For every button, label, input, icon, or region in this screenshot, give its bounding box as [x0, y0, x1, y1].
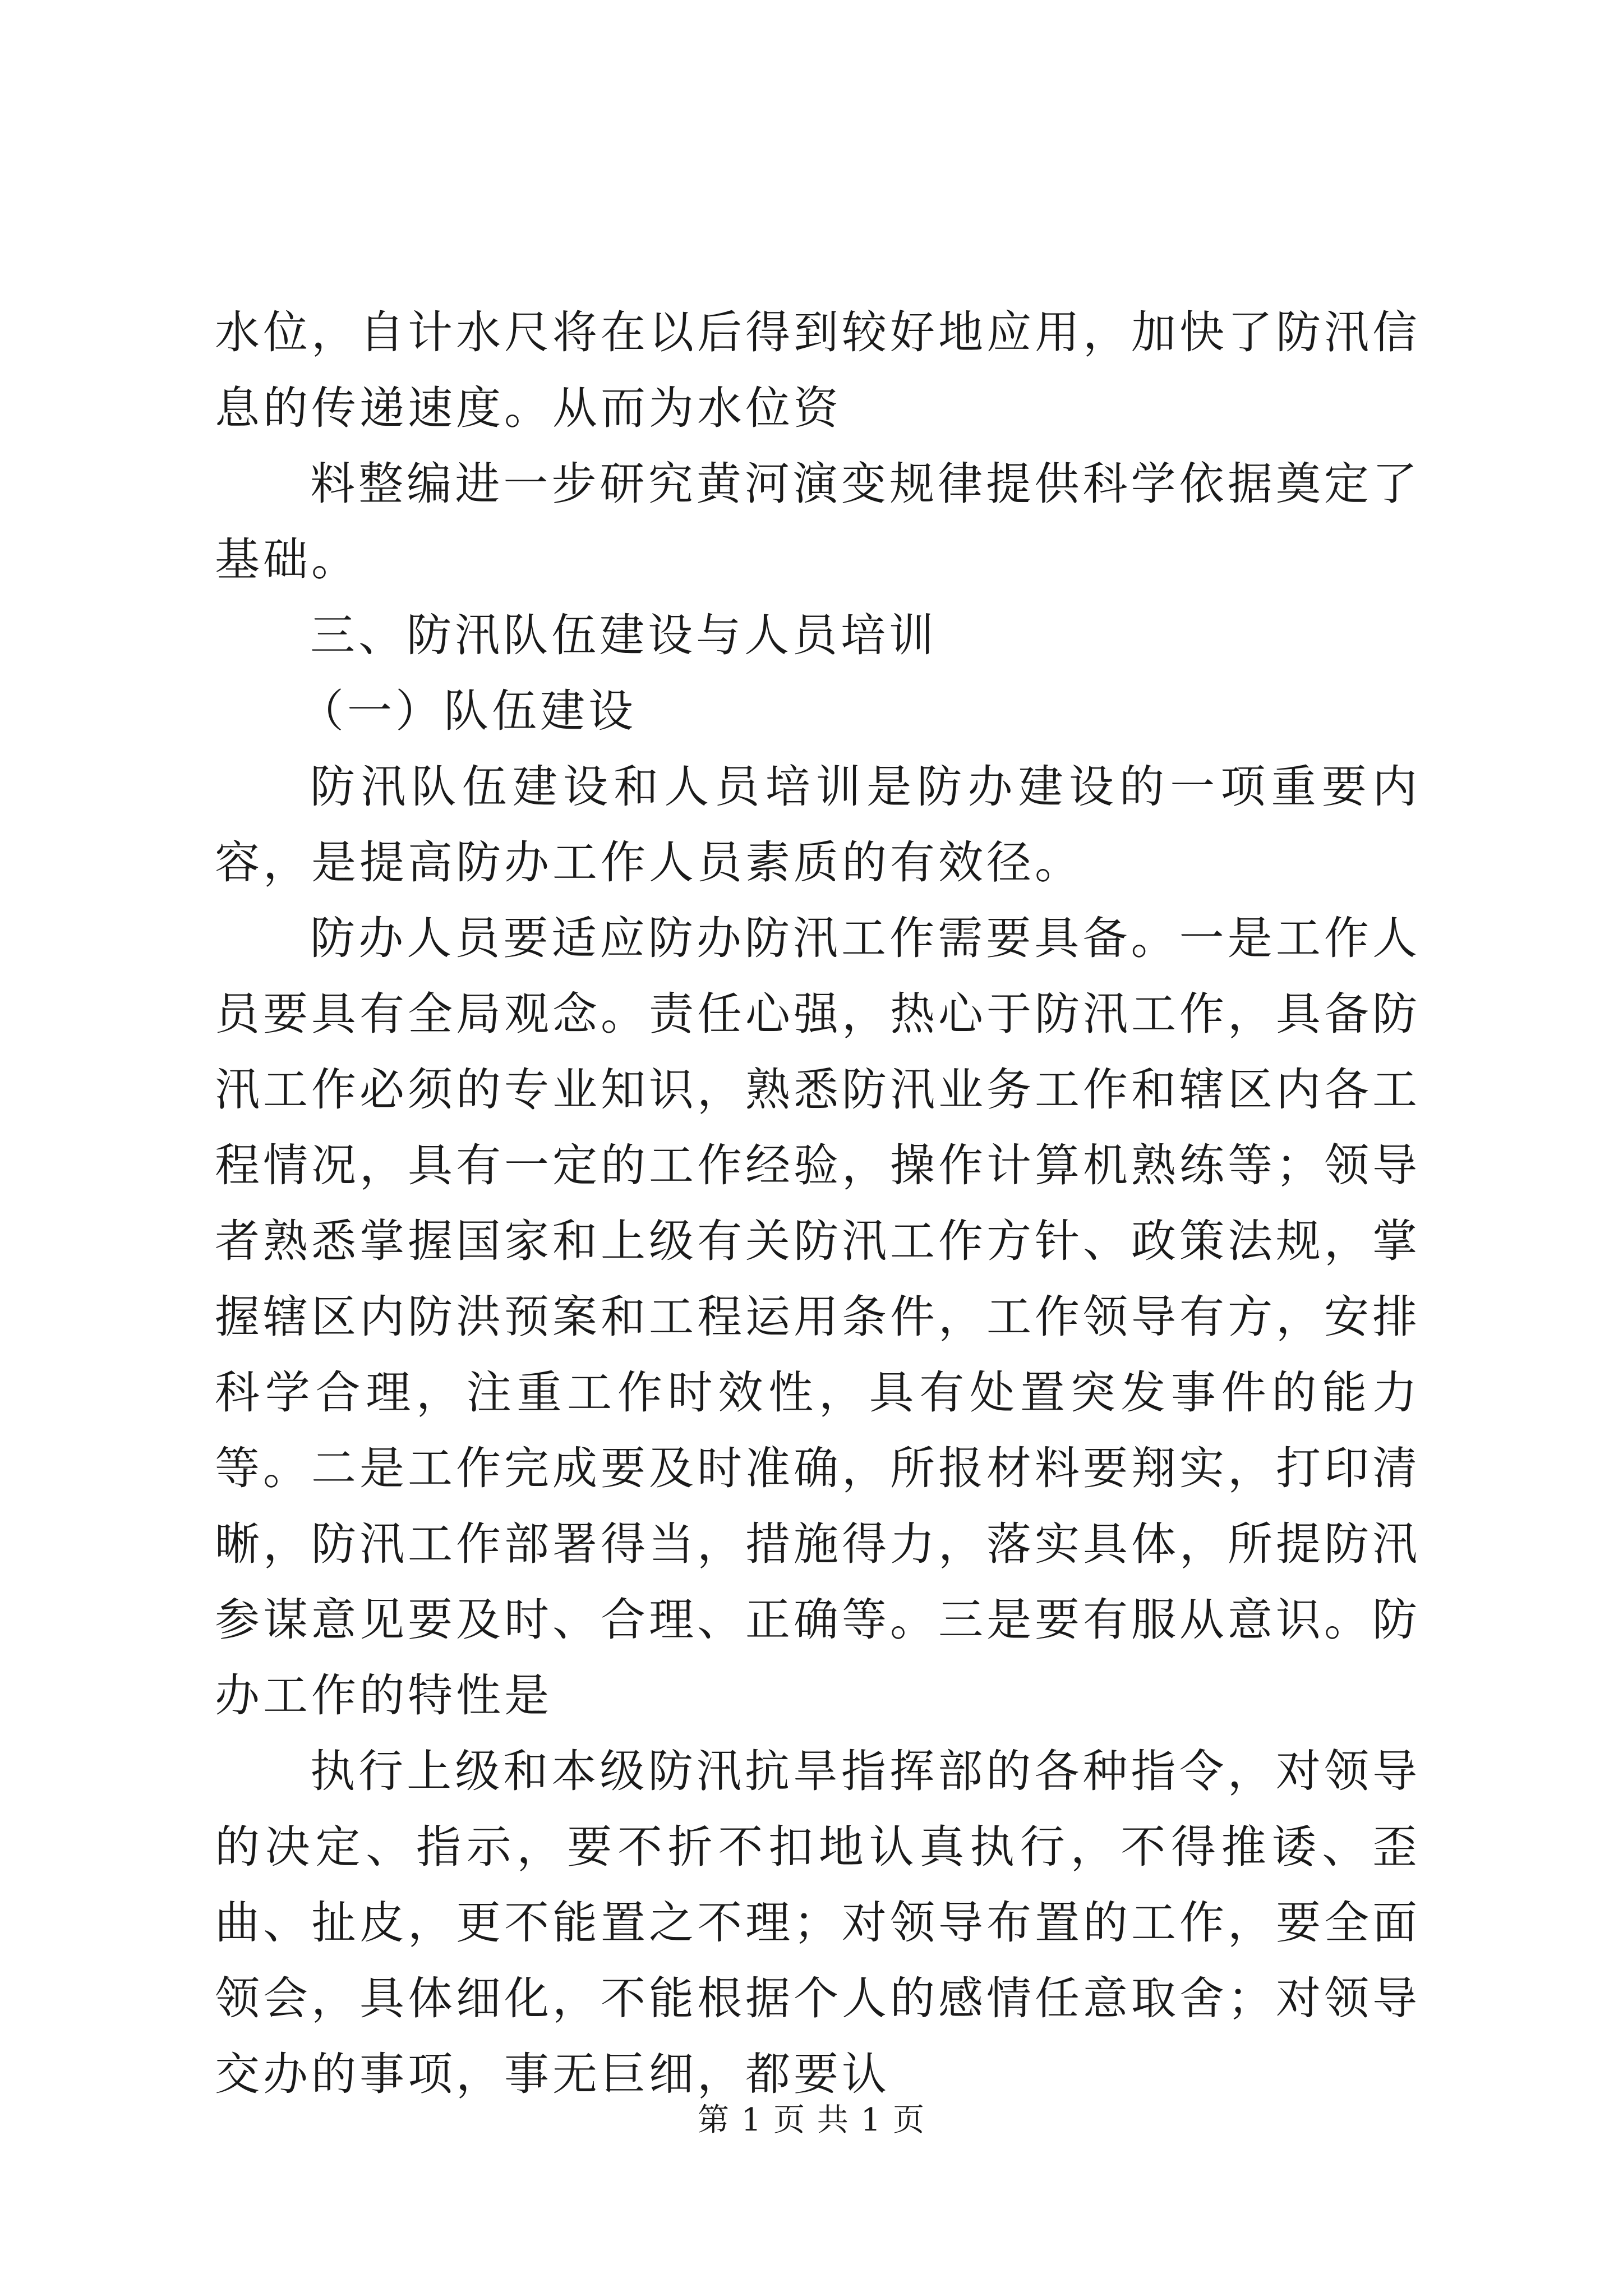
subsection-heading: （一）队伍建设 [299, 685, 637, 737]
document-body [215, 295, 1421, 2112]
section-heading: 三、防汛队伍建设与人员培训 [310, 609, 937, 661]
page-footer: 第 1 页 共 1 页 [697, 2102, 926, 2138]
paragraph-execution: 执行上级和本级防汛抗旱指挥部的各种指令，对领导的决定、指示，要不折不扣地认真执行，不得推诿、歪曲、扯皮，更不能置之不理；对领导布置的工作，要全面领会，具体细化，不能根据个人的感情任意取舍；对领导交办的事项，事无巨细，都要认 [215, 1745, 1421, 2100]
paragraph-continuation: 水位，自计水尺将在以后得到较好地应用，加快了防汛信息的传递速度。从而为水位资 [215, 306, 1421, 434]
paragraph-requirements: 防办人员要适应防办防汛工作需要具备。一是工作人员要具有全局观念。责任心强，热心于防汛工作，具备防汛工作必须的专业知识，熟悉防汛业务工作和辖区内各工程情况，具有一定的工作经验，操作计算机熟练等；领导者熟悉掌握国家和上级有关防汛工作方针、政策法规，掌握辖区内防洪预案和工程运用条件，工作领导有方，安排科学合理，注重工作时效性，具有处置突发事件的能力等。二是工作完成要及时准确，所报材料要翔实，打印清晰，防汛工作部署得当，措施得力，落实具体，所提防汛参谋意见要及时、合理、正确等。三是要有服从意识。防办工作的特性是 [215, 912, 1421, 1722]
paragraph-intro: 防汛队伍建设和人员培训是防办建设的一项重要内容，是提高防办工作人员素质的有效径。 [215, 761, 1421, 889]
paragraph-continuation-2: 料整编进一步研究黄河演变规律提供科学依据奠定了基础。 [215, 458, 1421, 586]
